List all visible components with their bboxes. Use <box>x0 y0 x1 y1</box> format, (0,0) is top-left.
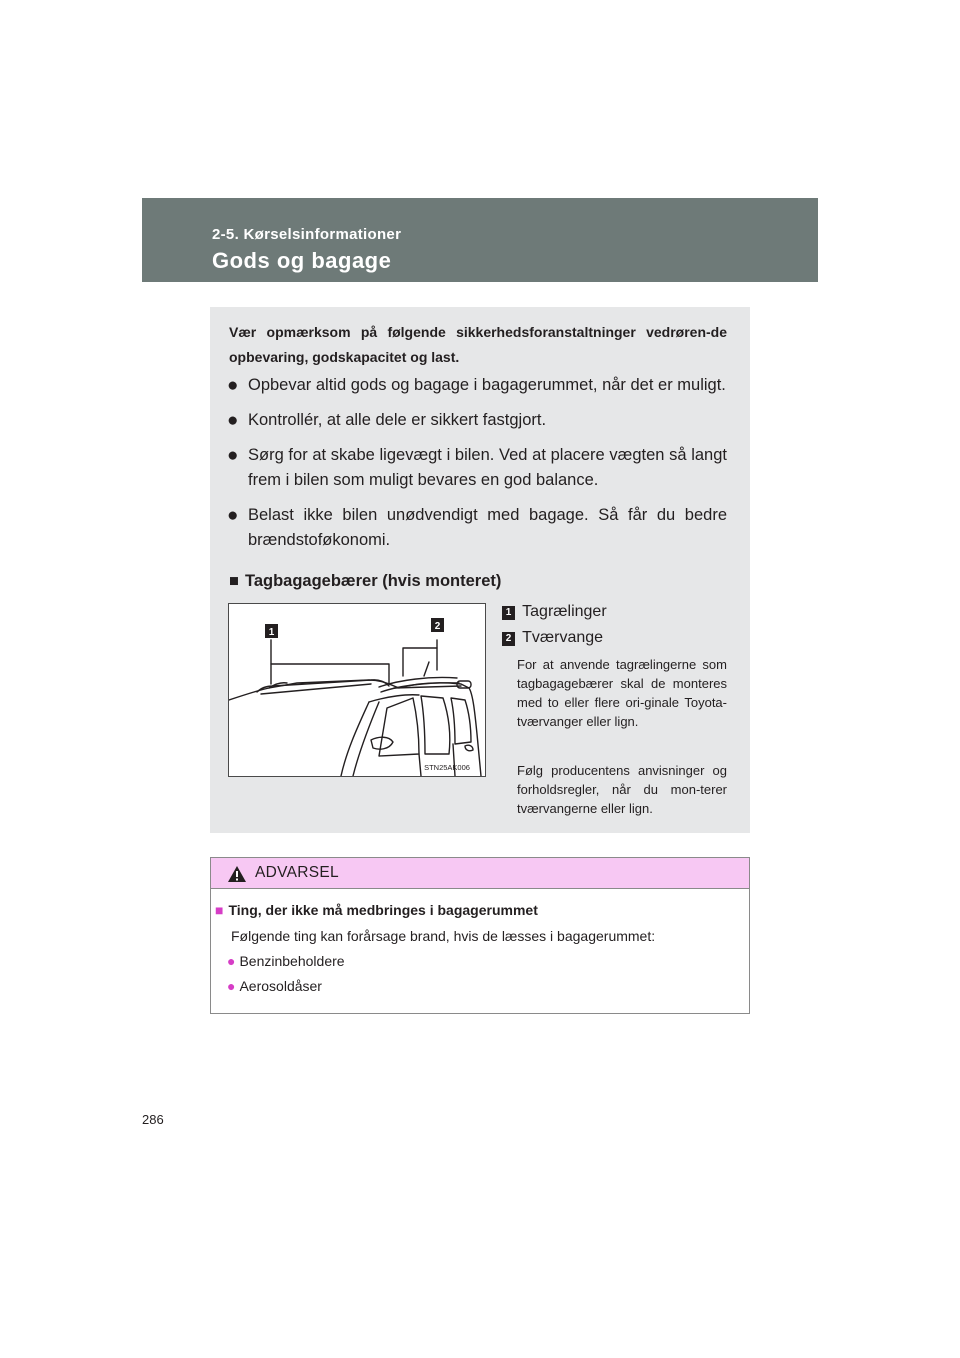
legend-item <box>502 599 732 625</box>
figure-code: STN25AK006 <box>424 763 470 772</box>
roof-rack-heading-text: Tagbagagebærer (hvis monteret) <box>244 572 502 590</box>
roof-rack-note: For at anvende tagrælingerne som tagbagagebærer skal de monteres med to eller flere ori-ginale Toyota-tværvanger eller lign. <box>517 657 727 729</box>
warning-text: Følgende ting kan forårsage brand, hvis de læsses i bagagerummet: <box>231 928 656 944</box>
bullet-item <box>229 443 727 493</box>
bullet-item <box>229 503 727 553</box>
roof-rack-heading <box>229 571 501 591</box>
section-label: 2-5. Kørselsinformationer <box>212 226 402 243</box>
bullet-icon: ● <box>227 445 239 466</box>
intro-text: Vær opmærksom på følgende sikkerhedsforanstaltninger vedrøren-de opbevaring, godskapacitet og last. <box>229 324 727 365</box>
section-header <box>142 198 818 282</box>
warning-subheading <box>215 902 538 918</box>
bullet-item <box>229 373 727 398</box>
warning-box <box>210 857 750 1014</box>
bullet-icon: ● <box>227 505 239 526</box>
legend-item <box>502 625 732 651</box>
svg-text:1: 1 <box>268 627 275 638</box>
callout-number-icon: 1 <box>502 606 515 620</box>
svg-text:2: 2 <box>434 621 441 632</box>
bullet-text: Opbevar altid gods og bagage i bagagerummet, når det er muligt. <box>248 376 726 394</box>
warning-list-item <box>227 953 345 969</box>
callout-number-icon: 2 <box>502 632 515 646</box>
warning-item-text: Aerosoldåser <box>239 978 322 994</box>
page-number: 286 <box>142 1112 164 1127</box>
square-bullet-icon: ■ <box>229 572 239 590</box>
page-title: Gods og bagage <box>212 248 392 273</box>
legend-label: Tværvange <box>522 629 604 646</box>
roof-rack-illustration <box>228 603 486 777</box>
warning-title: ADVARSEL <box>255 864 339 881</box>
warning-list-item <box>227 978 322 994</box>
bullet-text: Kontrollér, at alle dele er sikkert fastgjort. <box>248 411 547 429</box>
bullet-text: Sørg for at skabe ligevægt i bilen. Ved at placere vægten så langt frem i bilen som muligt bevares en god balance. <box>248 446 727 489</box>
warning-header <box>211 858 749 889</box>
bullet-icon: ● <box>227 410 239 431</box>
bullet-list <box>229 373 727 563</box>
bullet-item <box>229 408 727 433</box>
bullet-icon: ● <box>227 953 236 969</box>
info-box <box>210 307 750 833</box>
bullet-icon: ● <box>227 978 236 994</box>
bullet-icon: ● <box>227 375 239 396</box>
warning-subheading-text: Ting, der ikke må medbringes i bagagerummet <box>228 902 538 918</box>
warning-item-text: Benzinbeholdere <box>239 953 345 969</box>
bullet-text: Belast ikke bilen unødvendigt med bagage. Så får du bedre brændstoføkonomi. <box>248 506 727 549</box>
legend-label: Tagrælinger <box>522 603 607 620</box>
square-bullet-icon: ■ <box>215 902 224 918</box>
roof-rack-note: Følg producentens anvisninger og forholdsregler, når du mon-terer tværvangerne eller lign. <box>517 763 727 816</box>
figure-legend <box>502 599 732 651</box>
warning-triangle-icon <box>227 865 247 888</box>
